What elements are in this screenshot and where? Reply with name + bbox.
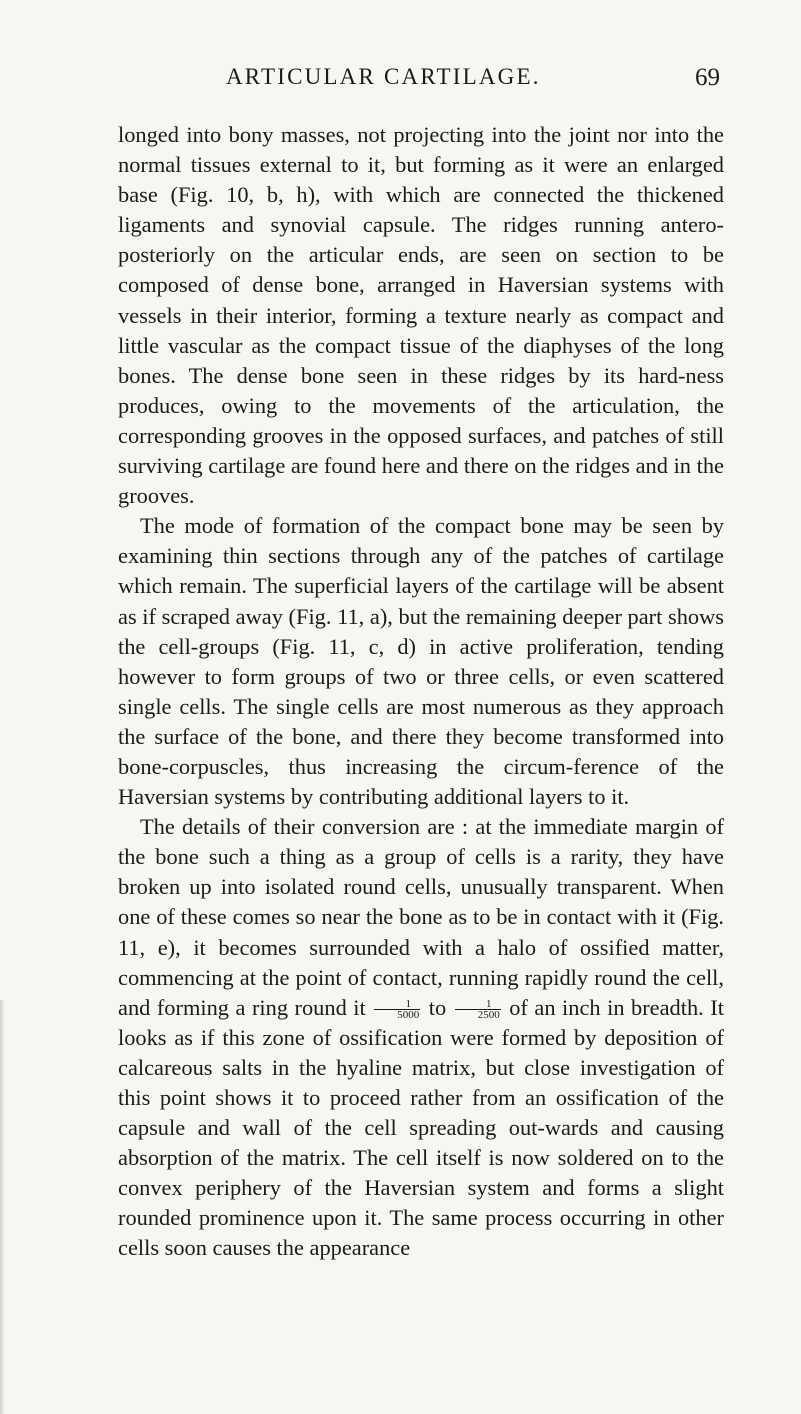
page-number: 69: [695, 64, 720, 91]
paragraph-3-text-before: The details of their conversion are : at the immediate margin of the bone such a thing as a group of cells is a rarity, they have broken up into isolated round cells, unusually transparent. When one of these comes so near the bone as to be in contact with it (Fig. 11, e), it becomes surrounded with a halo of ossified matter, commencing at the point of contact, running rapidly round the cell, and forming a ring round it: [118, 814, 724, 1020]
fraction-2-numerator: 1: [455, 999, 501, 1010]
page-edge-shadow: [0, 1000, 5, 1414]
fraction-one-twenty-five-hundredth: [455, 999, 501, 1020]
fraction-2-denominator: 2500: [477, 1009, 500, 1022]
fraction-1-numerator: 1: [374, 999, 420, 1010]
header-title: ARTICULAR CARTILAGE.: [226, 64, 541, 89]
running-header: [118, 64, 720, 100]
paragraph-3: [118, 812, 724, 1263]
fraction-one-five-thousandth: [374, 999, 420, 1020]
paragraph-1: longed into bony masses, not projecting into the joint nor into the normal tissues external to it, but forming as it were an enlarged base (Fig. 10, b, h), with which are connected the thickened ligaments and synovial capsule. The ridges running antero-posteriorly on the articular ends, are seen on section to be composed of dense bone, arranged in Haversian systems with vessels in their interior, forming a texture nearly as compact and little vascular as the compact tissue of the diaphyses of the long bones. The dense bone seen in these ridges by its hard-ness produces, owing to the movements of the articulation, the corresponding grooves in the opposed surfaces, and patches of still surviving cartilage are found here and there on the ridges and in the grooves.: [118, 122, 724, 509]
paragraph-3-text-between: to: [428, 994, 447, 1020]
body-text: [118, 120, 724, 1264]
paragraph-2: The mode of formation of the compact bone may be seen by examining thin sections through any of the patches of cartilage which remain. The superficial layers of the cartilage will be absent as if scraped away (Fig. 11, a), but the remaining deeper part shows the cell-groups (Fig. 11, c, d) in active proliferation, tending however to form groups of two or three cells, or even scattered single cells. The single cells are most numerous as they approach the surface of the bone, and there they become transformed into bone-corpuscles, thus increasing the circum-ference of the Haversian systems by contributing additional layers to it.: [118, 513, 724, 810]
fraction-1-denominator: 5000: [397, 1009, 420, 1022]
paragraph-3-text-after: of an inch in breadth. It looks as if this zone of ossification were formed by deposition of calcareous salts in the hyaline matrix, but close investigation of this point shows it to proceed rather from an ossification of the capsule and wall of the cell spreading out-wards and causing absorption of the matrix. The cell itself is now soldered on to the convex periphery of the Haversian system and forms a slight rounded prominence upon it. The same process occurring in other cells soon causes the appearance: [118, 994, 724, 1261]
